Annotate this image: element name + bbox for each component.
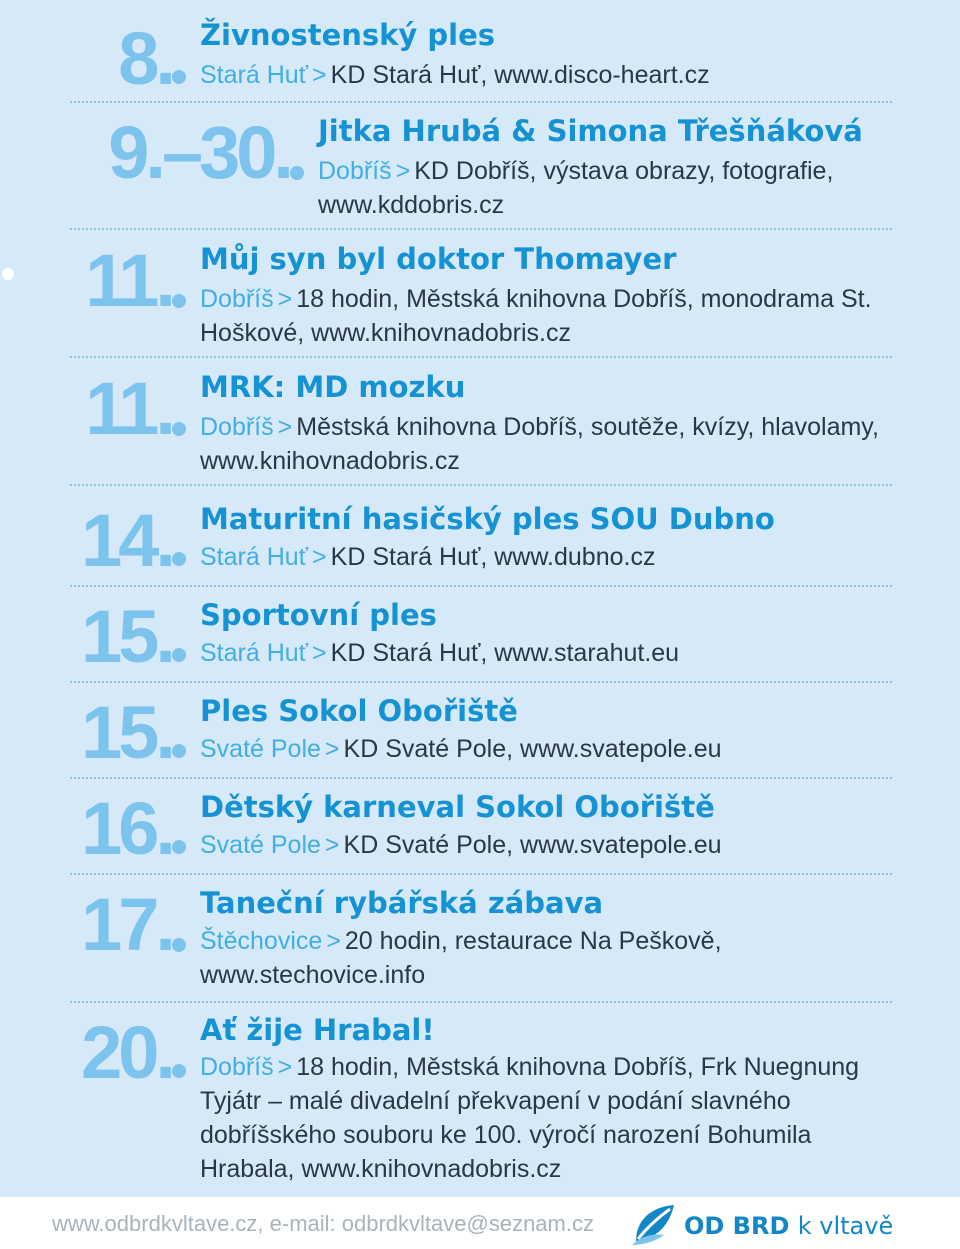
event-date: 9.–30. xyxy=(108,111,290,194)
event-body xyxy=(200,924,760,992)
dotted-divider xyxy=(70,356,892,358)
event-date: 8. xyxy=(118,17,172,100)
event-title: Jitka Hrubá & Simona Třešňáková xyxy=(318,114,863,148)
event-bullet xyxy=(172,422,186,436)
logo-main: OD BRD xyxy=(684,1212,790,1240)
event-title: Můj syn byl doktor Thomayer xyxy=(200,242,677,276)
event-place: Štěchovice xyxy=(200,927,323,955)
event-date: 17. xyxy=(81,883,172,966)
event-place: Dobříš xyxy=(200,285,274,313)
event-date: 20. xyxy=(81,1011,172,1094)
event-title: Živnostenský ples xyxy=(200,18,496,52)
logo-wordmark xyxy=(684,1212,893,1240)
event-detail[interactable]: 20 hodin, restaurace Na Peškově, www.stechovice.info xyxy=(200,927,722,989)
event-bullet xyxy=(172,1064,186,1078)
event-place: Dobříš xyxy=(318,157,392,185)
event-detail[interactable]: KD Stará Huť, www.disco-heart.cz xyxy=(330,61,710,89)
decorative-dot xyxy=(2,268,14,280)
chevron-right-icon: > xyxy=(312,543,327,571)
chevron-right-icon: > xyxy=(324,735,340,763)
event-body xyxy=(200,540,890,574)
event-date: 16. xyxy=(81,787,172,870)
event-bullet xyxy=(290,166,304,180)
chevron-right-icon: > xyxy=(324,831,340,859)
event-body xyxy=(200,282,880,350)
event-bullet xyxy=(172,294,186,308)
event-bullet xyxy=(172,648,186,662)
event-date: 15. xyxy=(81,691,172,774)
chevron-right-icon: > xyxy=(312,61,327,89)
dotted-divider xyxy=(70,484,892,486)
dotted-divider xyxy=(70,585,892,587)
event-title: Taneční rybářská zábava xyxy=(200,886,604,920)
event-place: Dobříš xyxy=(200,413,274,441)
event-detail[interactable]: 18 hodin, Městská knihovna Dobříš, Frk Nuegnung Tyjátr – malé divadelní překvapení v podání slavného dobříšského souboru ke 100. výročí narození Bohumila Hrabala, www.knihovnadobris.cz xyxy=(200,1053,860,1183)
event-detail[interactable]: KD Svaté Pole, www.svatepole.eu xyxy=(343,735,722,763)
event-date: 11. xyxy=(85,367,172,450)
event-bullet xyxy=(172,840,186,854)
footer-contact[interactable]: www.odbrdkvltave.cz, e-mail: odbrdkvltave@seznam.cz xyxy=(52,1211,594,1236)
event-detail[interactable]: Městská knihovna Dobříš, soutěže, kvízy, hlavolamy, www.knihovnadobris.cz xyxy=(200,413,879,475)
event-body xyxy=(200,410,900,478)
event-bullet xyxy=(172,938,186,952)
event-detail[interactable]: KD Stará Huť, www.dubno.cz xyxy=(330,543,656,571)
event-detail[interactable]: KD Svaté Pole, www.svatepole.eu xyxy=(343,831,722,859)
event-title: Dětský karneval Sokol Obořiště xyxy=(200,790,715,824)
event-title: Ať žije Hrabal! xyxy=(200,1013,435,1047)
event-bullet xyxy=(172,552,186,566)
event-detail[interactable]: 18 hodin, Městská knihovna Dobříš, monodrama St. Hoškové, www.knihovnadobris.cz xyxy=(200,285,872,347)
brand-logo[interactable] xyxy=(630,1201,930,1247)
event-detail[interactable]: KD Dobříš, výstava obrazy, fotografie, www.kddobris.cz xyxy=(318,157,834,219)
event-place: Svaté Pole xyxy=(200,735,321,763)
event-bullet xyxy=(172,744,186,758)
event-title: Maturitní hasičský ples SOU Dubno xyxy=(200,502,775,536)
event-date: 11. xyxy=(85,239,172,322)
chevron-right-icon: > xyxy=(277,413,293,441)
event-place: Dobříš xyxy=(200,1053,274,1081)
dotted-divider xyxy=(70,777,892,779)
event-place: Stará Huť xyxy=(200,639,309,667)
event-body xyxy=(200,1050,870,1186)
dotted-divider xyxy=(70,1001,892,1003)
event-body xyxy=(200,58,890,92)
event-date: 15. xyxy=(81,595,172,678)
event-body xyxy=(200,732,890,766)
event-body xyxy=(200,636,890,670)
chevron-right-icon: > xyxy=(395,157,411,185)
leaf-logo-icon xyxy=(630,1201,678,1247)
dotted-divider xyxy=(70,101,892,103)
event-detail[interactable]: KD Stará Huť, www.starahut.eu xyxy=(330,639,680,667)
chevron-right-icon: > xyxy=(326,927,341,955)
event-place: Stará Huť xyxy=(200,543,309,571)
event-place: Stará Huť xyxy=(200,61,309,89)
event-title: MRK: MD mozku xyxy=(200,370,466,404)
chevron-right-icon: > xyxy=(277,1053,293,1081)
event-place: Svaté Pole xyxy=(200,831,321,859)
dotted-divider xyxy=(70,873,892,875)
event-date: 14. xyxy=(81,499,172,582)
chevron-right-icon: > xyxy=(277,285,293,313)
dotted-divider xyxy=(70,681,892,683)
event-bullet xyxy=(172,70,186,84)
event-title: Sportovní ples xyxy=(200,598,437,632)
logo-accent: k vltavě xyxy=(797,1212,894,1240)
event-title: Ples Sokol Obořiště xyxy=(200,694,518,728)
footer xyxy=(0,1197,960,1249)
dotted-divider xyxy=(70,228,892,230)
event-body xyxy=(318,154,878,222)
event-body xyxy=(200,828,890,862)
chevron-right-icon: > xyxy=(312,639,327,667)
